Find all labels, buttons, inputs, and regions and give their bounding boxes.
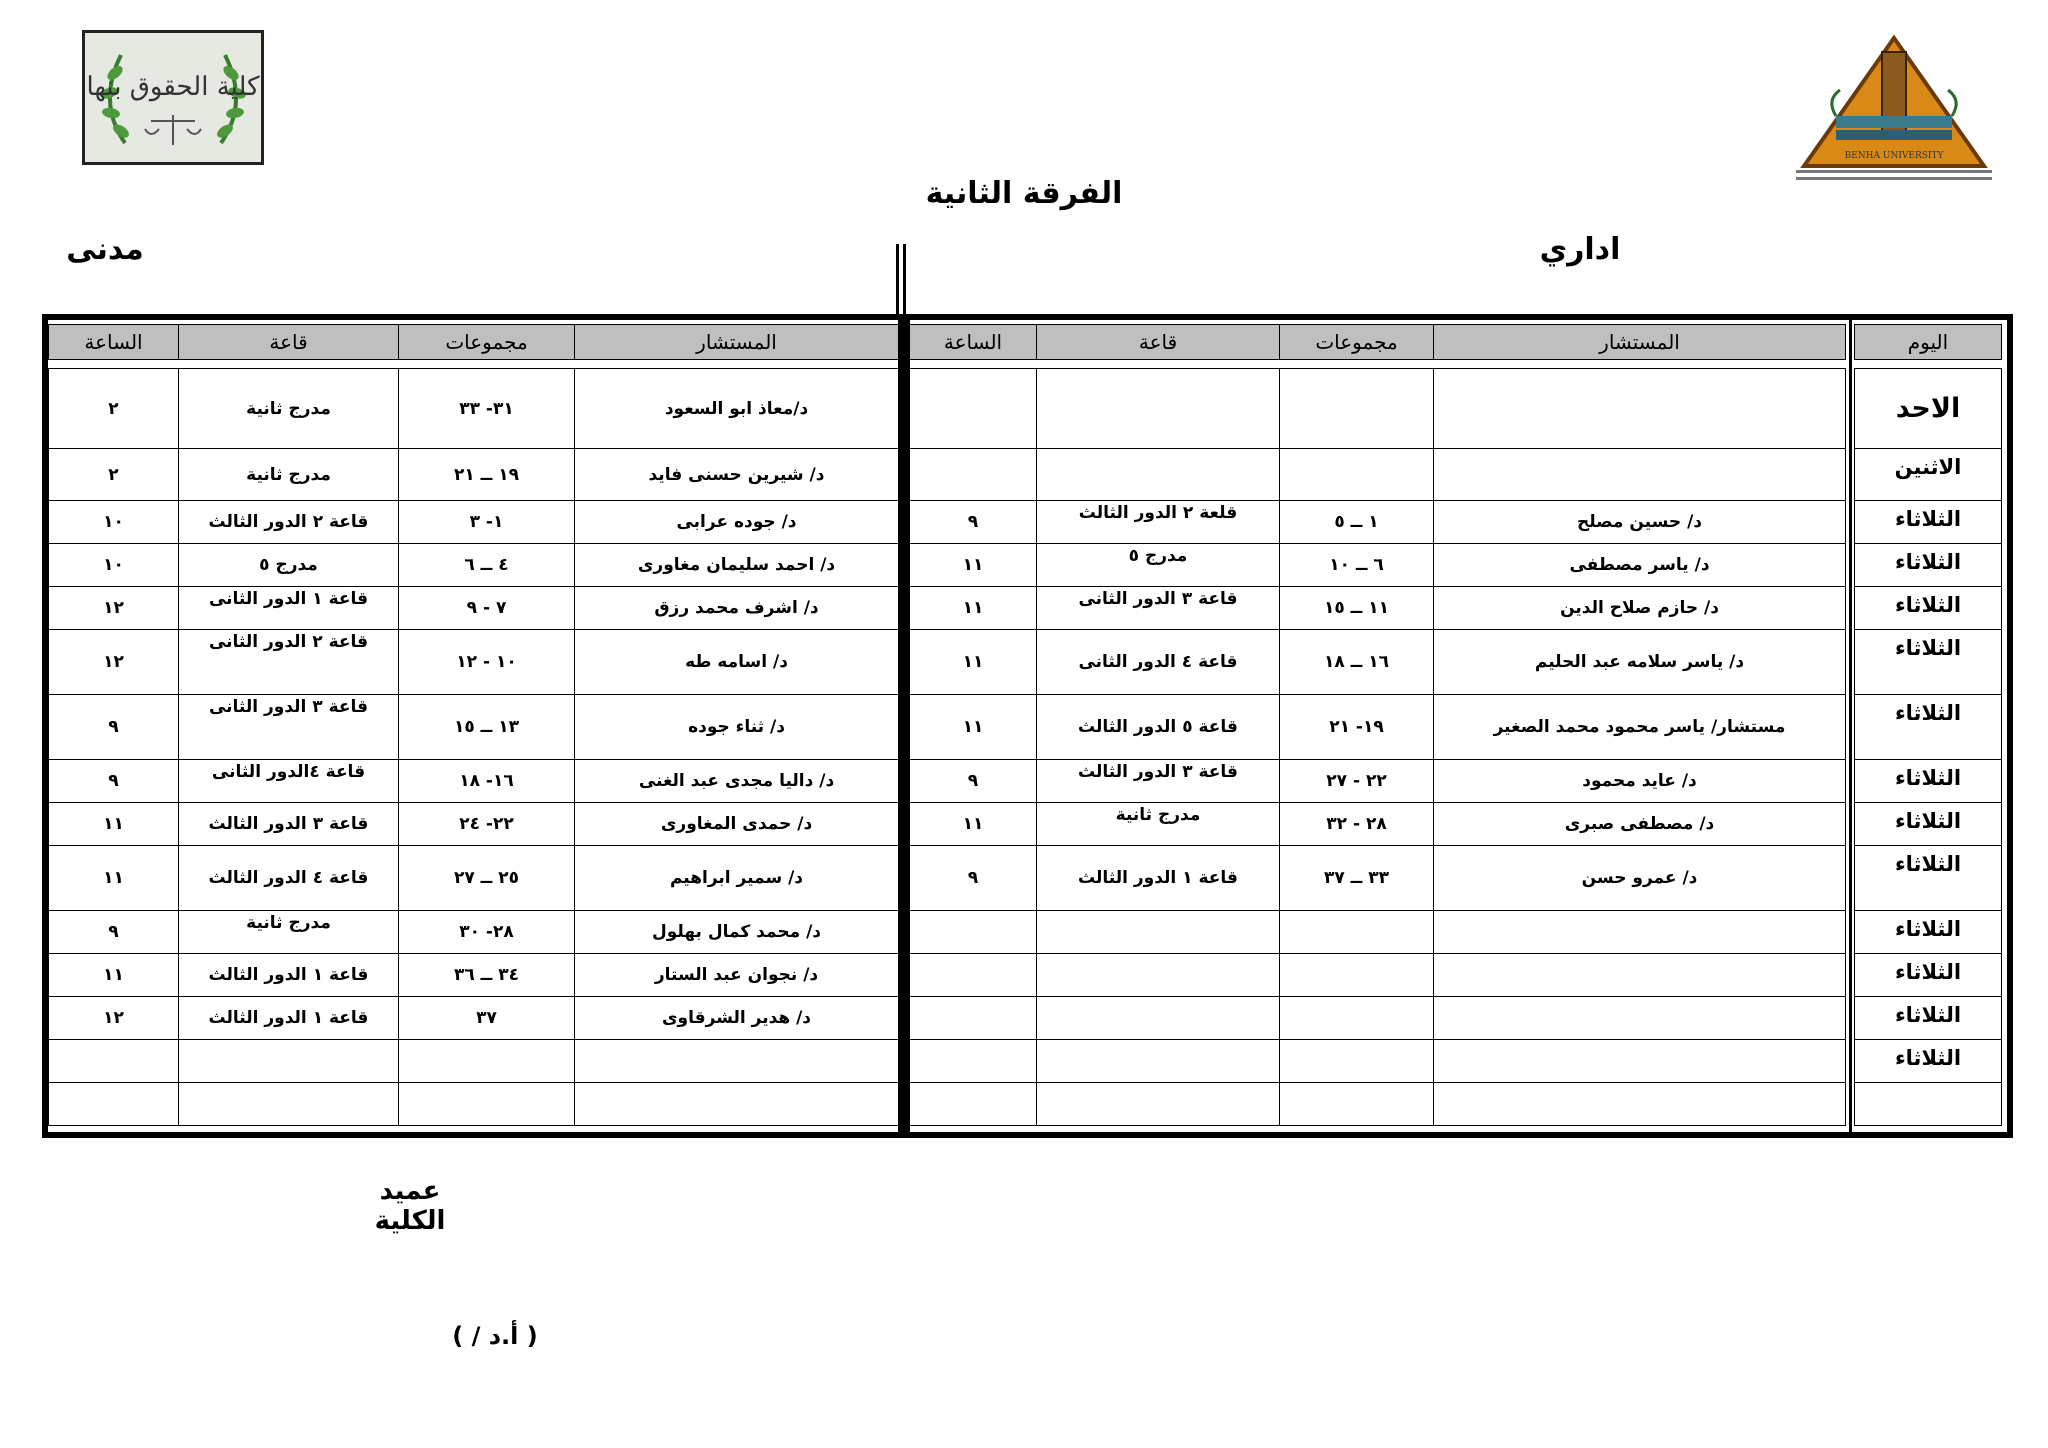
admin-groups-cell: ١١ ــ ١٥	[1280, 587, 1434, 630]
admin-table-row	[910, 997, 1846, 1040]
admin-groups-cell	[1280, 997, 1434, 1040]
civil-advisor-cell: د/ ثناء جوده	[575, 695, 899, 760]
civil-time-cell: ٩	[49, 760, 179, 803]
section-divider	[896, 244, 906, 316]
admin-time-cell	[910, 911, 1037, 954]
civil-hall-cell: مدرج ثانية	[179, 369, 399, 449]
civil-hall-cell	[179, 1083, 399, 1126]
admin-hall-cell: مدرج ثانية	[1037, 803, 1280, 846]
admin-hall-cell: قاعة ٣ الدور الثالث	[1037, 760, 1280, 803]
civil-groups-cell	[399, 1083, 575, 1126]
admin-table-row	[910, 954, 1846, 997]
admin-time-cell	[910, 954, 1037, 997]
civil-table-row	[49, 803, 899, 846]
civil-hall-cell: قاعة ١ الدور الثانى	[179, 587, 399, 630]
day-cell	[1855, 1083, 2002, 1126]
civil-advisor-cell: د/ داليا مجدى عبد الغنى	[575, 760, 899, 803]
civil-hall-cell: قاعة ٣ الدور الثالث	[179, 803, 399, 846]
civil-advisor-cell: د/ شيرين حسنى فايد	[575, 449, 899, 501]
admin-hall-cell: مدرج ٥	[1037, 544, 1280, 587]
admin-advisor-cell	[1434, 997, 1846, 1040]
day-cell: الثلاثاء	[1855, 911, 2002, 954]
civil-table-row	[49, 695, 899, 760]
admin-groups-cell: ١ ــ ٥	[1280, 501, 1434, 544]
civil-advisor-cell: د/ احمد سليمان مغاورى	[575, 544, 899, 587]
admin-header-time: الساعة	[910, 325, 1037, 360]
admin-time-cell: ٩	[910, 846, 1037, 911]
civil-hall-cell: قاعة ١ الدور الثالث	[179, 954, 399, 997]
civil-table-row	[49, 846, 899, 911]
day-cell: الثلاثاء	[1855, 1040, 2002, 1083]
admin-groups-cell	[1280, 1040, 1434, 1083]
admin-hall-cell: قاعة ٤ الدور الثانى	[1037, 630, 1280, 695]
civil-time-cell: ١١	[49, 954, 179, 997]
faculty-logo-text: كلية الحقوق بنها	[86, 72, 260, 102]
admin-hall-cell	[1037, 449, 1280, 501]
civil-time-cell: ٩	[49, 695, 179, 760]
civil-table-row	[49, 954, 899, 997]
civil-time-cell: ١٢	[49, 997, 179, 1040]
civil-time-cell	[49, 1083, 179, 1126]
civil-groups-cell: ٧ - ٩	[399, 587, 575, 630]
day-row	[1855, 954, 2002, 997]
civil-time-cell: ٩	[49, 911, 179, 954]
civil-groups-cell: ٤ ــ ٦	[399, 544, 575, 587]
day-cell: الثلاثاء	[1855, 760, 2002, 803]
admin-advisor-cell	[1434, 369, 1846, 449]
admin-header-hall: قاعة	[1037, 325, 1280, 360]
civil-header-hall: قاعة	[179, 325, 399, 360]
admin-table-row	[910, 630, 1846, 695]
day-row	[1855, 369, 2002, 449]
admin-hall-cell: قاعة ٣ الدور الثانى	[1037, 587, 1280, 630]
admin-table-row	[910, 760, 1846, 803]
civil-table-row	[49, 1040, 899, 1083]
civil-table-row	[49, 997, 899, 1040]
university-emblem-icon	[1796, 30, 1992, 185]
admin-groups-cell: ٢٨ - ٣٢	[1280, 803, 1434, 846]
admin-advisor-cell: د/ ياسر سلامه عبد الحليم	[1434, 630, 1846, 695]
admin-time-cell	[910, 997, 1037, 1040]
admin-time-cell: ١١	[910, 695, 1037, 760]
civil-time-cell: ١٠	[49, 544, 179, 587]
admin-groups-cell	[1280, 449, 1434, 501]
civil-advisor-cell: د/ هدير الشرقاوى	[575, 997, 899, 1040]
day-cell: الاثنين	[1855, 449, 2002, 501]
admin-groups-cell: ١٦ ــ ١٨	[1280, 630, 1434, 695]
admin-time-cell: ٩	[910, 501, 1037, 544]
civil-header-advisor: المستشار	[575, 325, 899, 360]
day-row	[1855, 846, 2002, 911]
dean-label: عميد الكلية	[374, 1176, 446, 1236]
admin-table-row	[910, 911, 1846, 954]
civil-advisor-cell	[575, 1083, 899, 1126]
signature-label: ( أ.د / )	[452, 1322, 538, 1350]
admin-advisor-cell: د/ حازم صلاح الدين	[1434, 587, 1846, 630]
admin-table-row	[910, 501, 1846, 544]
civil-hall-cell: قاعة ٣ الدور الثانى	[179, 695, 399, 760]
civil-advisor-cell: د/ اسامه طه	[575, 630, 899, 695]
admin-groups-cell: ٣٣ ــ ٣٧	[1280, 846, 1434, 911]
admin-header-groups: مجموعات	[1280, 325, 1434, 360]
civil-time-cell: ٢	[49, 369, 179, 449]
civil-table-row	[49, 911, 899, 954]
admin-advisor-cell	[1434, 1083, 1846, 1126]
admin-advisor-cell: د/ مصطفى صبرى	[1434, 803, 1846, 846]
day-row	[1855, 544, 2002, 587]
civil-advisor-cell: د/معاذ ابو السعود	[575, 369, 899, 449]
civil-header-groups: مجموعات	[399, 325, 575, 360]
day-row	[1855, 695, 2002, 760]
admin-advisor-cell	[1434, 449, 1846, 501]
admin-groups-cell	[1280, 369, 1434, 449]
civil-hall-cell: قاعة ٢ الدور الثالث	[179, 501, 399, 544]
admin-hall-cell: قاعة ١ الدور الثالث	[1037, 846, 1280, 911]
day-row	[1855, 997, 2002, 1040]
civil-table-row	[49, 587, 899, 630]
civil-hall-cell	[179, 1040, 399, 1083]
admin-advisor-cell: د/ عايد محمود	[1434, 760, 1846, 803]
civil-groups-cell: ٣٧	[399, 997, 575, 1040]
admin-time-cell	[910, 449, 1037, 501]
university-logo	[1796, 30, 1992, 185]
admin-hall-cell: قاعة ٥ الدور الثالث	[1037, 695, 1280, 760]
admin-table-row	[910, 587, 1846, 630]
civil-advisor-cell: د/ محمد كمال بهلول	[575, 911, 899, 954]
admin-hall-cell	[1037, 369, 1280, 449]
civil-groups-cell: ٢٨- ٣٠	[399, 911, 575, 954]
civil-time-cell: ٢	[49, 449, 179, 501]
day-row	[1855, 911, 2002, 954]
admin-table-row	[910, 544, 1846, 587]
admin-header-table	[909, 324, 1846, 360]
day-cell: الثلاثاء	[1855, 695, 2002, 760]
admin-table-row	[910, 1040, 1846, 1083]
civil-groups-cell	[399, 1040, 575, 1083]
civil-groups-cell: ١٩ ــ ٢١	[399, 449, 575, 501]
civil-time-cell: ١٠	[49, 501, 179, 544]
admin-groups-cell: ٦ ــ ١٠	[1280, 544, 1434, 587]
civil-time-cell: ١٢	[49, 587, 179, 630]
admin-table-row	[910, 1083, 1846, 1126]
civil-table-row	[49, 1083, 899, 1126]
day-row	[1855, 1040, 2002, 1083]
admin-advisor-cell: د/ عمرو حسن	[1434, 846, 1846, 911]
day-row	[1855, 449, 2002, 501]
day-cell: الاحد	[1855, 369, 2002, 449]
civil-hall-cell: قاعة ١ الدور الثالث	[179, 997, 399, 1040]
day-row	[1855, 630, 2002, 695]
civil-table-row	[49, 449, 899, 501]
day-row	[1855, 803, 2002, 846]
section-admin-label: اداري	[1539, 232, 1621, 267]
day-cell: الثلاثاء	[1855, 587, 2002, 630]
civil-advisor-cell: د/ اشرف محمد رزق	[575, 587, 899, 630]
day-cell: الثلاثاء	[1855, 630, 2002, 695]
admin-time-cell: ٩	[910, 760, 1037, 803]
day-header-table	[1854, 324, 2002, 360]
civil-table-row	[49, 760, 899, 803]
admin-time-cell	[910, 369, 1037, 449]
admin-advisor-cell: د/ ياسر مصطفى	[1434, 544, 1846, 587]
civil-groups-cell: ١٦- ١٨	[399, 760, 575, 803]
day-cell: الثلاثاء	[1855, 954, 2002, 997]
civil-advisor-cell: د/ حمدى المغاورى	[575, 803, 899, 846]
admin-time-cell	[910, 1040, 1037, 1083]
admin-header-advisor: المستشار	[1434, 325, 1846, 360]
civil-groups-cell: ٢٥ ــ ٢٧	[399, 846, 575, 911]
admin-groups-cell	[1280, 1083, 1434, 1126]
civil-groups-cell: ٢٢- ٢٤	[399, 803, 575, 846]
day-header: اليوم	[1855, 325, 2002, 360]
civil-header-time: الساعة	[49, 325, 179, 360]
admin-table-row	[910, 695, 1846, 760]
civil-hall-cell: قاعة ٢ الدور الثانى	[179, 630, 399, 695]
civil-groups-cell: ٣١- ٣٣	[399, 369, 575, 449]
day-cell: الثلاثاء	[1855, 846, 2002, 911]
admin-hall-cell	[1037, 997, 1280, 1040]
university-logo-text: BENHA UNIVERSITY	[1844, 151, 1944, 161]
admin-hall-cell	[1037, 911, 1280, 954]
day-cell: الثلاثاء	[1855, 803, 2002, 846]
admin-hall-cell: قلعة ٢ الدور الثالث	[1037, 501, 1280, 544]
admin-groups-cell	[1280, 954, 1434, 997]
civil-table-row	[49, 544, 899, 587]
civil-time-cell: ١١	[49, 846, 179, 911]
civil-time-cell: ١١	[49, 803, 179, 846]
admin-time-cell: ١١	[910, 587, 1037, 630]
civil-advisor-cell	[575, 1040, 899, 1083]
admin-table-row	[910, 846, 1846, 911]
civil-time-cell: ١٢	[49, 630, 179, 695]
admin-hall-cell	[1037, 1083, 1280, 1126]
admin-groups-cell	[1280, 911, 1434, 954]
civil-table-row	[49, 501, 899, 544]
day-cell: الثلاثاء	[1855, 501, 2002, 544]
day-cell: الثلاثاء	[1855, 997, 2002, 1040]
admin-advisor-cell	[1434, 1040, 1846, 1083]
admin-advisor-cell	[1434, 954, 1846, 997]
admin-table-row	[910, 803, 1846, 846]
day-row	[1855, 501, 2002, 544]
civil-advisor-cell: د/ نجوان عبد الستار	[575, 954, 899, 997]
admin-time-cell	[910, 1083, 1037, 1126]
civil-hall-cell: مدرج ثانية	[179, 911, 399, 954]
civil-table-row	[49, 369, 899, 449]
admin-hall-cell	[1037, 1040, 1280, 1083]
civil-hall-cell: قاعة ٤ الدور الثالث	[179, 846, 399, 911]
admin-schedule-table	[909, 368, 1846, 1126]
admin-table-row	[910, 369, 1846, 449]
page-title: الفرقة الثانية	[925, 176, 1123, 211]
admin-advisor-cell: د/ حسين مصلح	[1434, 501, 1846, 544]
faculty-logo	[82, 30, 264, 165]
civil-groups-cell: ١٣ ــ ١٥	[399, 695, 575, 760]
civil-groups-cell: ١- ٣	[399, 501, 575, 544]
day-cell: الثلاثاء	[1855, 544, 2002, 587]
civil-schedule-table	[48, 368, 899, 1126]
civil-hall-cell: مدرج ٥	[179, 544, 399, 587]
civil-time-cell	[49, 1040, 179, 1083]
day-body-table	[1854, 368, 2002, 1126]
admin-advisor-cell: مستشار/ ياسر محمود محمد الصغير	[1434, 695, 1846, 760]
admin-hall-cell	[1037, 954, 1280, 997]
admin-groups-cell: ٢٢ - ٢٧	[1280, 760, 1434, 803]
civil-hall-cell: مدرج ثانية	[179, 449, 399, 501]
admin-advisor-cell	[1434, 911, 1846, 954]
admin-time-cell: ١١	[910, 630, 1037, 695]
day-row	[1855, 587, 2002, 630]
civil-advisor-cell: د/ جوده عرابى	[575, 501, 899, 544]
admin-time-cell: ١١	[910, 803, 1037, 846]
civil-header-table	[48, 324, 899, 360]
day-row	[1855, 760, 2002, 803]
civil-advisor-cell: د/ سمير ابراهيم	[575, 846, 899, 911]
civil-table-row	[49, 630, 899, 695]
admin-groups-cell: ١٩- ٢١	[1280, 695, 1434, 760]
laurel-wreath-icon	[85, 33, 261, 162]
admin-time-cell: ١١	[910, 544, 1037, 587]
civil-groups-cell: ١٠ - ١٢	[399, 630, 575, 695]
day-row	[1855, 1083, 2002, 1126]
civil-groups-cell: ٣٤ ــ ٣٦	[399, 954, 575, 997]
section-civil-label: مدنى	[66, 232, 144, 267]
admin-table-row	[910, 449, 1846, 501]
civil-hall-cell: قاعة ٤الدور الثانى	[179, 760, 399, 803]
